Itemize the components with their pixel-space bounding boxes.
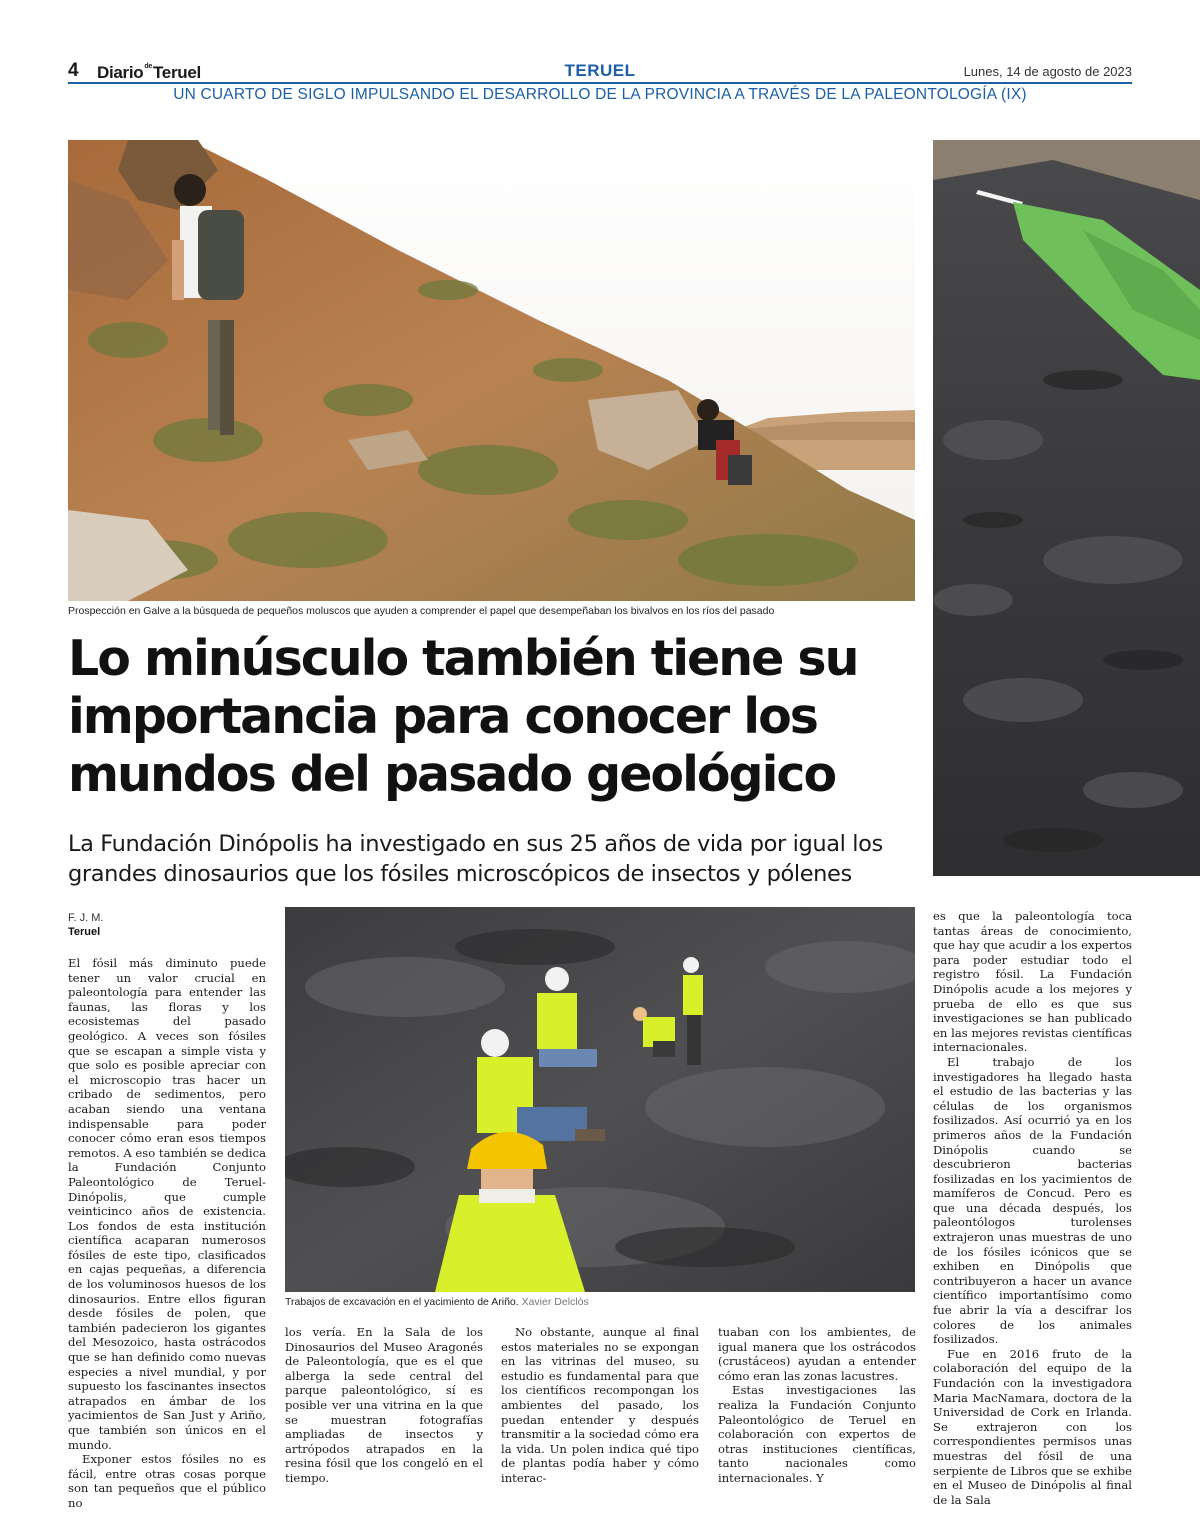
photo-credit: Xavier Delclòs xyxy=(521,1296,589,1308)
issue-date: Lunes, 14 de agosto de 2023 xyxy=(963,64,1132,79)
masthead-logo: Diario$^{de}$Teruel xyxy=(97,63,201,82)
paragraph: El trabajo de los investigadores ha llegado hasta el estudio de las bacterias y las células de los organismos fosilizados. Así ocurrió ya en los primeros años de la Fundación Dinópolis cuando se descubrieron bacterias fosilizadas en los yacimientos de mamíferos de Concud. Pero es que una década después, los paleontólogos turolenses extrajeron unas muestras de uno de los fósiles icónicos que se exhiben en Dinópolis que contribuyeron a hacer un avance científico importantísimo como fue abrir la vía a descifrar los colores de los animales fosilizados. xyxy=(933,1054,1132,1347)
article-column-5 xyxy=(933,909,1132,1507)
photo-caption-middle: Trabajos de excavación en el yacimiento de Ariño. Xavier Delclòs xyxy=(285,1296,589,1308)
article-column-2 xyxy=(285,1325,483,1486)
paragraph: es que la paleontología toca tantas áreas de conocimiento, que hay que acudir a los expertos para poder estudiar todo el registro fósil. La Fundación Dinópolis acude a los mejores y prueba de ello es que sus investigaciones se han publicado en las mejores revistas científicas internacionales. xyxy=(933,909,1132,1055)
article-column-1 xyxy=(68,956,266,1511)
paragraph: Estas investigaciones las realiza la Fundación Conjunto Paleontológico de Teruel en colaboración con expertos de otras instituciones científicas, tanto nacionales como internacionales. Y xyxy=(718,1383,916,1485)
byline xyxy=(68,911,103,939)
photo-excavation-arino xyxy=(285,907,915,1292)
subheadline: La Fundación Dinópolis ha investigado en sus 25 años de vida por igual los grandes dinosaurios que los fósiles microscópicos de insectos y pólenes xyxy=(68,831,883,887)
article-column-3 xyxy=(501,1325,699,1486)
paragraph: El fósil más diminuto puede tener un valor crucial en paleontología para entender las faunas, las floras y los ecosistemas del pasado geológico. A veces son fósiles que se escapan a simple vista y que solo es posible apreciar con el microscopio tras hacer un cribado de sedimentos, pero acaban siendo una ventana indispensable para poder conocer cómo eran esos tiempos remotos. A eso también se dedica la Fundación Conjunto Paleontológico de Teruel-Dinópolis, que cumple veinticinco años de existencia. Los fondos de esta institución científica acaparan numerosos fósiles de este tipo, clasificados en cajas pequeñas, a diferencia de los voluminosos huesos de los dinosaurios. Entre ellos figuran desde fósiles de polen, que también padecieron los gigantes del Mesozoico, hasta ostrácodos que se han definido como nuevas especies a nivel mundial, y por supuesto los fascinantes insectos atrapados en ámbar de los yacimientos de San Just y Ariño, que también son únicos en el mundo. xyxy=(68,956,266,1452)
paragraph: Fue en 2016 fruto de la colaboración del equipo de la Fundación con la investigadora Maria MacNamara, doctora de la Universidad de Cork en Irlanda. Se extrajeron con los correspondientes permisos unas muestras del fósil de una serpiente de Libros que se exhibe en el Museo de Dinópolis al final de la Sala xyxy=(933,1346,1132,1507)
photo-hillside-prospecting xyxy=(68,140,915,601)
series-title: UN CUARTO DE SIGLO IMPULSANDO EL DESARROLLO DE LA PROVINCIA A TRAVÉS DE LA PALEONTOLOGÍA (IX) xyxy=(173,86,1027,103)
photo-sediment-flag xyxy=(933,140,1200,876)
headline: Lo minúsculo también tiene su importancia para conocer los mundos del pasado geológico xyxy=(68,630,858,803)
section-title: TERUEL xyxy=(564,61,636,80)
header-rule xyxy=(68,82,1132,84)
photo-caption-top: Prospección en Galve a la búsqueda de pequeños moluscos que ayuden a comprender el papel que desempeñaban los bivalvos en los ríos del pasado xyxy=(68,605,775,617)
page-number: 4 xyxy=(68,60,79,81)
paragraph: Exponer estos fósiles no es fácil, entre otras cosas porque son tan pequeños que el público no xyxy=(68,1452,266,1510)
paragraph: tuaban con los ambientes, de igual manera que los ostrácodos (crustáceos) ayudan a entender cómo eran las zonas lacustres. xyxy=(718,1325,916,1383)
paragraph: No obstante, aunque al final estos materiales no se expongan en las vitrinas del museo, su estudio es fundamental para que los científicos recompongan los ambientes del pasado, los puedan entender y después transmitir a la sociedad cómo era la vida. Un polen indica qué tipo de plantas podía haber y cómo interac- xyxy=(501,1325,699,1485)
byline-city: Teruel xyxy=(68,926,101,938)
paragraph: los vería. En la Sala de los Dinosaurios del Museo Aragonés de Paleontología, que es el que alberga la sede central del parque paleontológico, sí es posible ver una vitrina en la que se muestran fotografías ampliadas de insectos y artrópodos atrapados en la resina fósil que los congeló en el tiempo. xyxy=(285,1325,483,1485)
byline-author: F. J. M. xyxy=(68,912,104,924)
article-column-4 xyxy=(718,1325,916,1486)
